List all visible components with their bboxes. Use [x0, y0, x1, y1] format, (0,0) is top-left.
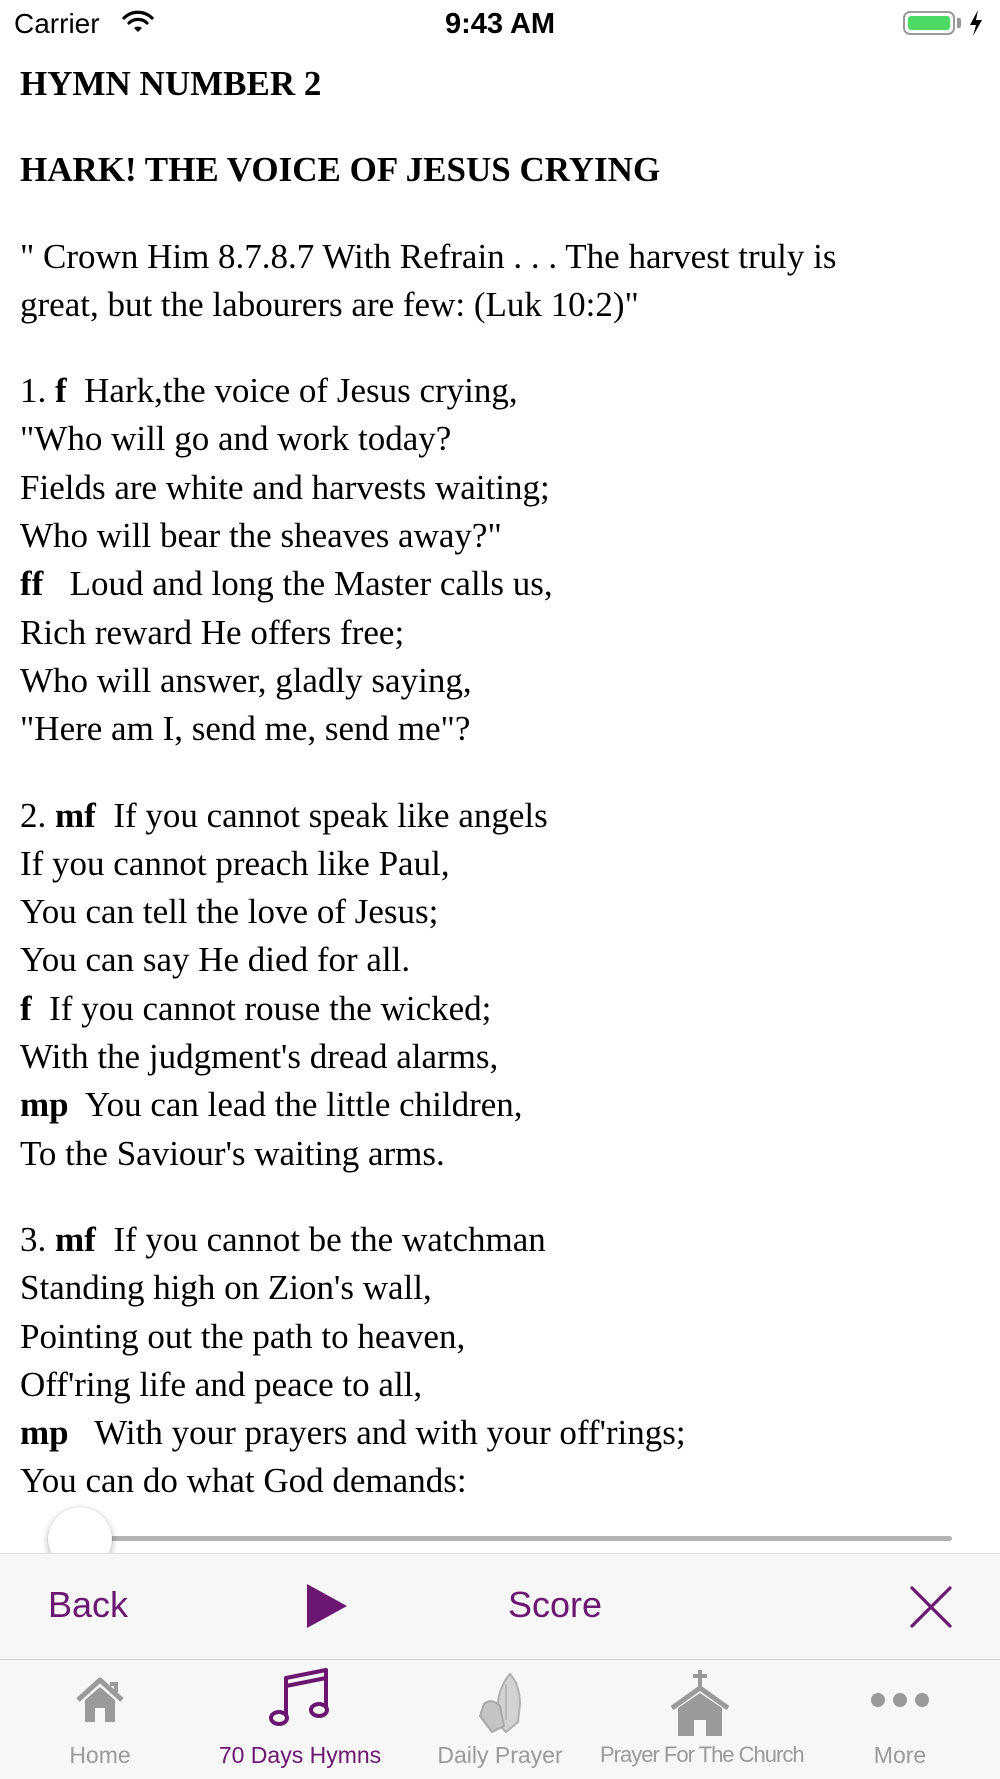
close-icon[interactable]: [908, 1584, 954, 1630]
verse-line: [20, 705, 980, 753]
charging-bolt-icon: [968, 9, 984, 42]
verse-line: [20, 1216, 980, 1264]
tab-prayer-for-the-church[interactable]: [600, 1660, 804, 1779]
verse-number: 1.: [20, 371, 55, 411]
dynamic-marking: f: [55, 371, 67, 411]
hymn-text[interactable]: [20, 60, 980, 1510]
verse-line: [20, 464, 980, 512]
hymn-number: HYMN NUMBER 2: [20, 64, 322, 103]
lyric-text: To the Saviour's waiting arms.: [20, 1133, 445, 1173]
dynamic-marking: mf: [55, 1219, 96, 1259]
lyric-text: Fields are white and harvests waiting;: [20, 467, 550, 507]
lyric-text: Who will answer, gladly saying,: [20, 660, 472, 700]
status-time: 9:43 AM: [444, 8, 556, 40]
verse-line: [20, 415, 980, 463]
verse: [20, 792, 980, 1178]
intro-line: " Crown Him 8.7.8.7 With Refrain . . . The harvest truly is: [20, 236, 837, 276]
verse-line: [20, 367, 980, 415]
verse: [20, 367, 980, 753]
lyric-text: Standing high on Zion's wall,: [20, 1268, 432, 1308]
tab-70-days-hymns[interactable]: [200, 1660, 400, 1779]
lyric-text: If you cannot preach like Paul,: [20, 843, 450, 883]
lyric-text: Pointing out the path to heaven,: [20, 1316, 466, 1356]
dynamic-marking: mp: [20, 1085, 69, 1125]
verse-line: [20, 1361, 980, 1409]
music-note-icon: [264, 1664, 336, 1736]
lyric-text: "Who will go and work today?: [20, 419, 452, 459]
lyric-text: You can tell the love of Jesus;: [20, 892, 439, 932]
tab-label: Daily Prayer: [437, 1742, 563, 1768]
status-bar: [0, 0, 1000, 50]
dynamic-marking: mp: [20, 1413, 69, 1453]
more-icon: [868, 1670, 932, 1730]
verse-line: [20, 888, 980, 936]
carrier-label: Carrier: [14, 8, 100, 39]
verse-line: [20, 936, 980, 984]
verse-line: [20, 1130, 980, 1178]
verse-line: [20, 1409, 980, 1457]
verse-line: [20, 1264, 980, 1312]
lyric-text: Who will bear the sheaves away?": [20, 516, 502, 556]
verse-line: [20, 609, 980, 657]
back-button[interactable]: Back: [48, 1584, 129, 1625]
verse-line: [20, 1081, 980, 1129]
lyric-text: "Here am I, send me, send me"?: [20, 709, 471, 749]
verse-number: 2.: [20, 795, 55, 835]
tab-bar: [0, 1659, 1000, 1779]
hymn-title: HARK! THE VOICE OF JESUS CRYING: [20, 150, 661, 190]
verse-line: [20, 512, 980, 560]
progress-track[interactable]: [80, 1536, 952, 1541]
verse-line: [20, 985, 980, 1033]
home-icon: [70, 1670, 130, 1730]
hymn-verses: [20, 367, 980, 1506]
dynamic-marking: f: [20, 988, 32, 1028]
battery-nub: [957, 18, 961, 28]
tab-home[interactable]: [0, 1660, 200, 1779]
hymn-intro: [20, 233, 980, 330]
church-icon: [664, 1670, 736, 1738]
lyric-text: You can do what God demands:: [20, 1461, 467, 1501]
play-icon[interactable]: [304, 1581, 350, 1631]
verse-line: [20, 840, 980, 888]
tab-daily-prayer[interactable]: [400, 1660, 600, 1779]
lyric-text: With the judgment's dread alarms,: [20, 1037, 499, 1077]
score-button[interactable]: Score: [508, 1584, 603, 1625]
tab-label: Home: [69, 1742, 131, 1768]
player-bar: [0, 1553, 1000, 1660]
verse-number: 3.: [20, 1219, 55, 1259]
verse-line: [20, 560, 980, 608]
lyric-text: Hark,the voice of Jesus crying,: [66, 371, 518, 411]
verse-line: [20, 1313, 980, 1361]
lyric-text: If you cannot rouse the wicked;: [31, 988, 492, 1028]
lyric-text: Rich reward He offers free;: [20, 612, 405, 652]
verse-line: [20, 1033, 980, 1081]
lyric-text: You can say He died for all.: [20, 940, 411, 980]
dynamic-marking: mf: [55, 795, 96, 835]
lyric-text: If you cannot be the watchman: [95, 1219, 546, 1259]
lyric-text: With your prayers and with your off'rings;: [68, 1413, 686, 1453]
dynamic-marking: ff: [20, 564, 44, 604]
tab-label: Prayer For The Church: [600, 1742, 804, 1767]
verse: [20, 1216, 980, 1506]
tab-label: 70 Days Hymns: [218, 1742, 382, 1768]
battery-icon: [903, 11, 955, 35]
lyric-text: Loud and long the Master calls us,: [43, 564, 553, 604]
tab-more[interactable]: [800, 1660, 1000, 1779]
lyric-text: If you cannot speak like angels: [95, 795, 548, 835]
verse-line: [20, 657, 980, 705]
praying-hands-icon: [470, 1670, 530, 1736]
lyric-text: Off'ring life and peace to all,: [20, 1364, 423, 1404]
tab-label: More: [873, 1742, 927, 1768]
lyric-text: You can lead the little children,: [68, 1085, 523, 1125]
verse-line: [20, 1457, 980, 1505]
intro-line: great, but the labourers are few: (Luk 10:2)": [20, 284, 639, 324]
verse-line: [20, 792, 980, 840]
